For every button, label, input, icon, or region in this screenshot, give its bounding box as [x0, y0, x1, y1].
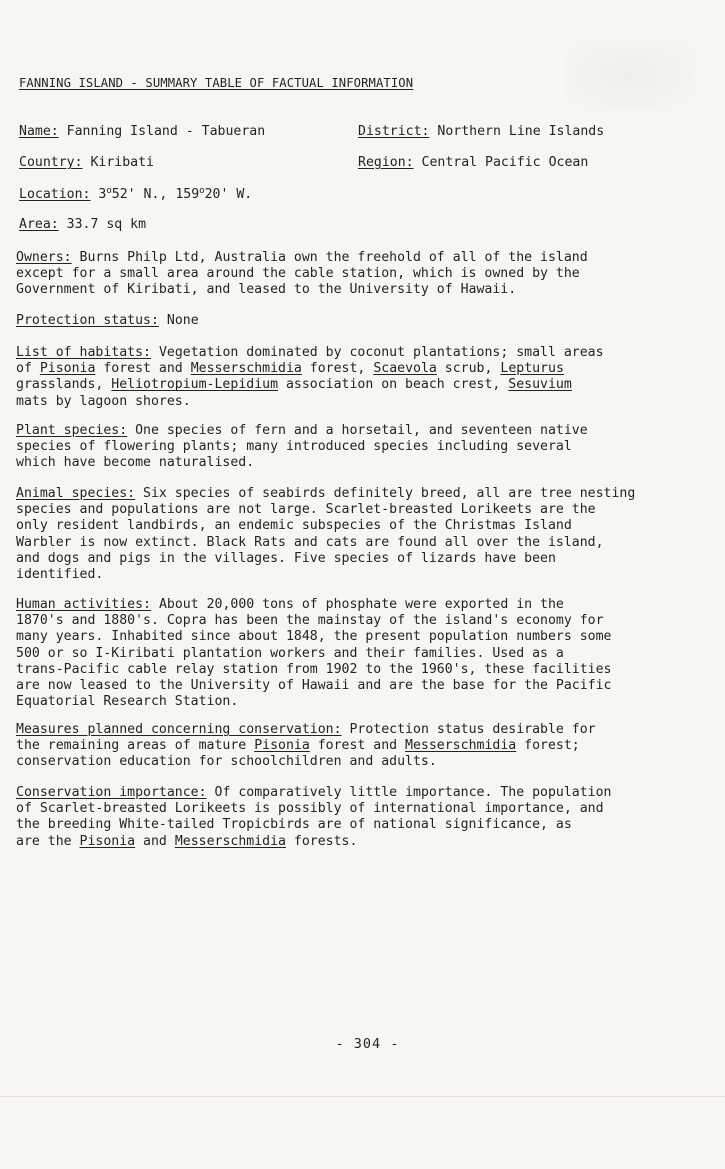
- human-line: 500 or so I-Kiribati plantation workers and their families. Used as a: [16, 645, 564, 661]
- habitats-line: Vegetation dominated by coconut plantations; small areas: [158, 345, 604, 360]
- owners-line: Burns Philp Ltd, Australia own the freehold of all of the island: [79, 250, 588, 265]
- human-activities-paragraph: [16, 597, 616, 710]
- measures-line: conservation education for schoolchildren and adults.: [16, 754, 437, 770]
- human-line: trans-Pacific cable relay station from 1902 to the 1960's, these facilities: [16, 661, 612, 677]
- text-run: forests.: [285, 833, 358, 849]
- human-line: About 20,000 tons of phosphate were exported in the: [158, 597, 564, 612]
- text-run: association on beach crest,: [278, 377, 509, 393]
- genus-name: Pisonia: [39, 361, 96, 377]
- genus-name: Messerschmidia: [174, 833, 286, 849]
- plants-label: Plant species:: [16, 423, 128, 438]
- country-label: Country:: [19, 155, 83, 170]
- region-field: [358, 155, 588, 170]
- animals-line: Six species of seabirds definitely breed, all are tree nesting: [143, 486, 636, 501]
- region-value: Central Pacific Ocean: [421, 155, 589, 170]
- district-label: District:: [358, 124, 430, 139]
- human-line: are now leased to the University of Hawaii and are the base for the Pacific: [16, 678, 612, 694]
- importance-line: Of comparatively little importance. The population: [214, 785, 612, 800]
- animals-label: Animal species:: [16, 486, 136, 501]
- text-run: of: [16, 361, 40, 377]
- location-field: [19, 186, 252, 202]
- degree-symbol: o: [106, 186, 112, 196]
- genus-name: Heliotropium-Lepidium: [111, 377, 279, 393]
- page-edge-divider: [0, 1096, 725, 1097]
- genus-name: Lepturus: [500, 361, 564, 377]
- text-run: forest and: [95, 361, 191, 377]
- genus-name: Messerschmidia: [190, 361, 302, 377]
- animals-line: species and populations are not large. Scarlet-breasted Lorikeets are the: [16, 502, 596, 518]
- importance-line: the breeding White-tailed Tropicbirds are of national significance, as: [16, 817, 572, 833]
- text-run: forest;: [516, 738, 580, 754]
- country-value: Kiribati: [90, 155, 155, 170]
- location-label: Location:: [19, 187, 91, 202]
- country-field: [19, 155, 154, 170]
- human-line: Equatorial Research Station.: [16, 694, 239, 710]
- area-value: 33.7 sq km: [66, 217, 147, 232]
- habitats-label: List of habitats:: [16, 345, 151, 360]
- district-field: [358, 124, 604, 139]
- text-run: are the: [16, 833, 80, 849]
- district-value: Northern Line Islands: [437, 124, 605, 139]
- name-label: Name:: [19, 124, 59, 139]
- measures-label: Measures planned concerning conservation:: [16, 722, 342, 737]
- plants-line: which have become naturalised.: [16, 455, 255, 471]
- protection-field: [16, 313, 199, 328]
- animals-line: Warbler is now extinct. Black Rats and cats are found all over the island,: [16, 534, 604, 550]
- genus-name: Pisonia: [254, 738, 310, 754]
- owners-label: Owners:: [16, 250, 72, 265]
- genus-name: Scaevola: [373, 361, 437, 377]
- location-lat-minutes: 52' N., 159: [111, 187, 200, 202]
- genus-name: Messerschmidia: [405, 738, 517, 754]
- habitats-paragraph: [16, 345, 616, 410]
- owners-line: except for a small area around the cable station, which is owned by the: [16, 266, 580, 282]
- owners-paragraph: [16, 250, 616, 299]
- text-run: grasslands,: [16, 377, 112, 393]
- name-field: [19, 124, 265, 139]
- plants-paragraph: [16, 423, 616, 472]
- area-field: [19, 217, 146, 232]
- name-value: Fanning Island - Tabueran: [66, 124, 266, 139]
- page-number: - 304 -: [335, 1036, 400, 1052]
- habitats-line: mats by lagoon shores.: [16, 393, 191, 409]
- measures-line: Protection status desirable for: [349, 722, 596, 737]
- human-line: 1870's and 1880's. Copra has been the mainstay of the island's economy for: [16, 613, 604, 629]
- plants-line: species of flowering plants; many introduced species including several: [16, 439, 572, 455]
- degree-symbol: o: [199, 186, 205, 196]
- text-run: scrub,: [436, 361, 501, 377]
- genus-name: Sesuvium: [508, 377, 572, 393]
- protection-value: None: [166, 313, 199, 328]
- plants-line: One species of fern and a horsetail, and seventeen native: [135, 423, 588, 438]
- text-run: forest and: [309, 738, 406, 754]
- animals-line: and dogs and pigs in the villages. Five species of lizards have been: [16, 550, 556, 566]
- protection-label: Protection status:: [16, 313, 159, 328]
- importance-label: Conservation importance:: [16, 785, 207, 800]
- animals-line: identified.: [16, 567, 104, 583]
- human-label: Human activities:: [16, 597, 151, 612]
- measures-paragraph: [16, 722, 616, 771]
- genus-name: Pisonia: [79, 833, 136, 849]
- area-label: Area:: [19, 217, 59, 232]
- text-run: and: [135, 833, 175, 849]
- importance-line: of Scarlet-breasted Lorikeets is possibly of international importance, and: [16, 801, 604, 817]
- text-run: forest,: [301, 361, 374, 377]
- importance-paragraph: [16, 785, 616, 850]
- owners-line: Government of Kiribati, and leased to the University of Hawaii.: [16, 282, 517, 298]
- text-run: the remaining areas of mature: [16, 738, 255, 754]
- region-label: Region:: [358, 155, 414, 170]
- location-lon-minutes: 20' W.: [204, 187, 253, 202]
- animals-paragraph: [16, 486, 636, 583]
- page-title: FANNING ISLAND - SUMMARY TABLE OF FACTUAL INFORMATION: [19, 76, 414, 90]
- animals-line: only resident landbirds, an endemic subspecies of the Christmas Island: [16, 518, 572, 534]
- location-lat-degrees: 3: [98, 187, 107, 202]
- bleed-through-shadow: [565, 40, 695, 110]
- human-line: many years. Inhabited since about 1848, the present population numbers some: [16, 629, 612, 645]
